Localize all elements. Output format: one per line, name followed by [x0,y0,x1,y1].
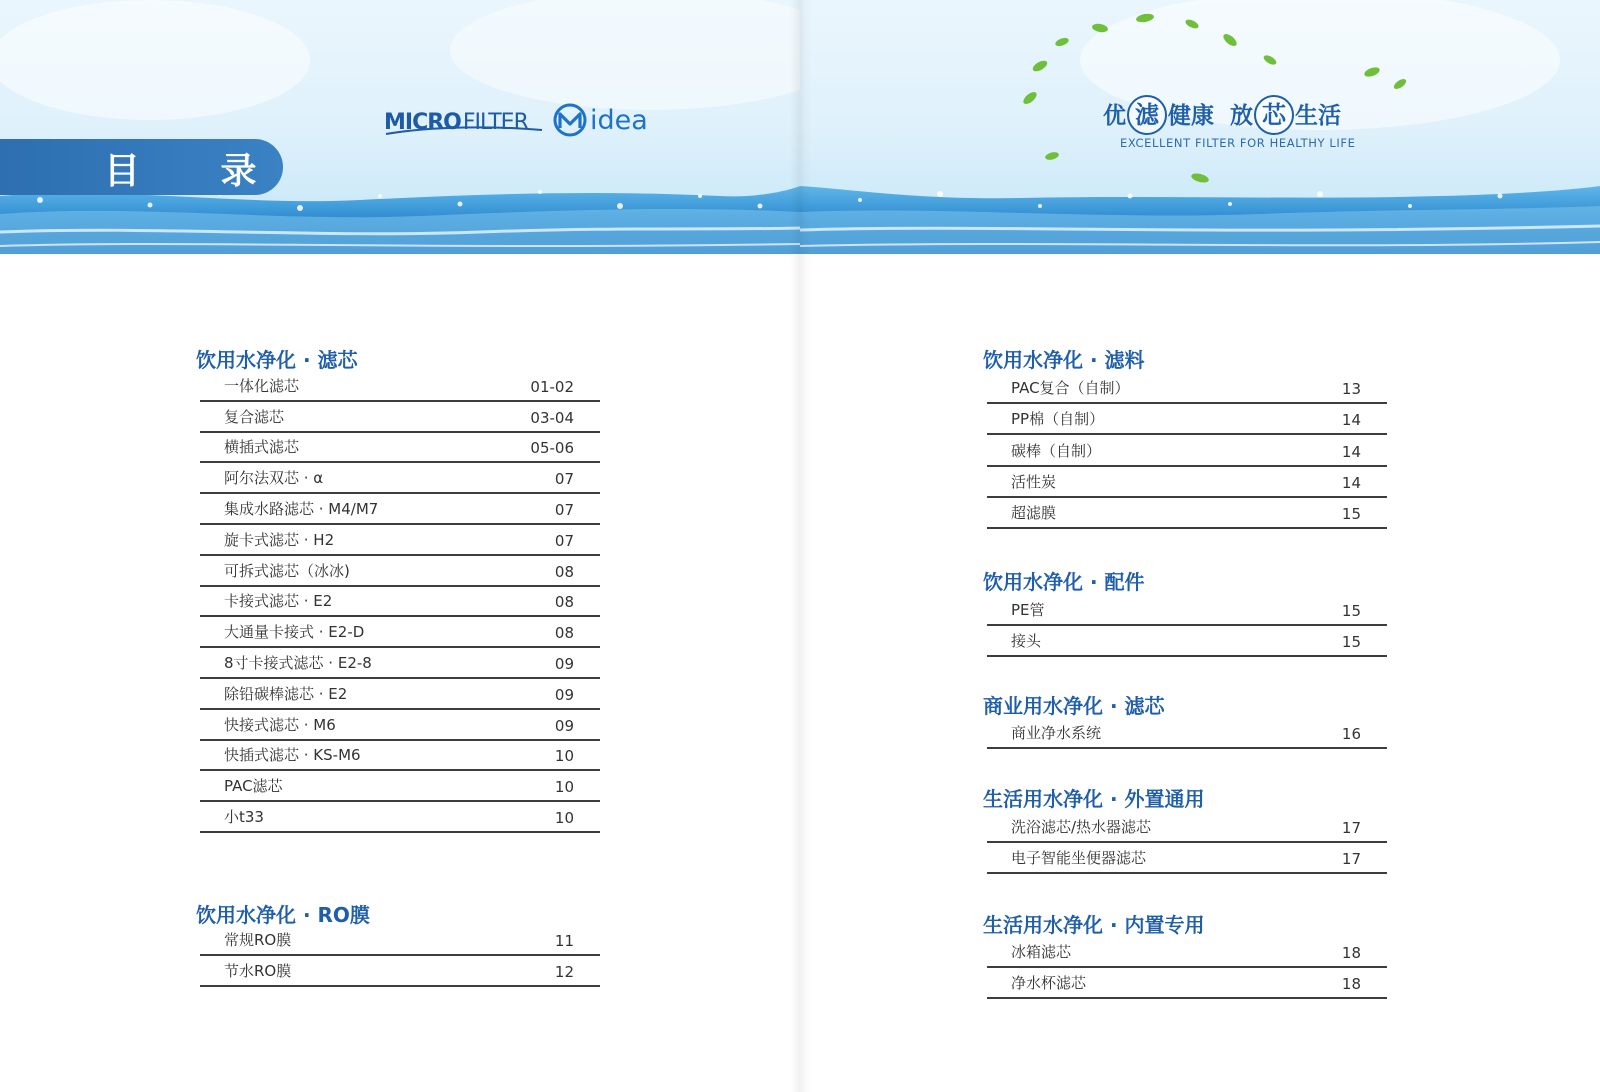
toc-entry[interactable] [200,494,600,525]
toc-entry-page-number: 09 [554,716,574,735]
toc-entry-label: 一体化滤芯 [224,376,300,395]
right-page [800,0,1600,1092]
toc-entry-label: 节水RO膜 [224,962,292,980]
toc-entry-page-number: 16 [1341,725,1361,743]
toc-entry[interactable] [987,718,1387,749]
toc-title: 目 录 [104,151,291,192]
toc-entry-label: 快插式滤芯 · KS-M6 [224,746,361,765]
toc-entry-label: PAC滤芯 [224,777,283,796]
toc-entry[interactable] [987,937,1387,968]
toc-entry-label: 活性炭 [1011,472,1057,491]
toc-entry-label: 小t33 [224,807,264,826]
toc-entry-page-number: 05-06 [530,439,574,458]
toc-entry-page-number: 01-02 [530,377,574,396]
right-section-3-list [987,718,1387,749]
toc-entry-page-number: 07 [554,531,574,550]
toc-entry-label: 复合滤芯 [224,407,285,426]
toc-entry-page-number: 14 [1341,473,1361,492]
slogan-part-1: 优 [1103,102,1126,129]
toc-entry-label: 横插式滤芯 [224,438,300,457]
right-section-4-list [987,811,1387,874]
left-header-banner [0,0,800,254]
toc-entry-label: 净水杯滤芯 [1011,974,1087,992]
right-section-2-title: 饮用水净化 · 配件 [983,570,1145,594]
toc-entry-label: 接头 [1011,632,1042,650]
toc-entry-page-number: 17 [1341,818,1361,837]
toc-entry-label: PE管 [1011,600,1045,619]
toc-entry[interactable] [987,404,1387,435]
midea-logo-icon [552,102,588,138]
toc-entry-page-number: 11 [554,932,574,950]
toc-entry-label: 常规RO膜 [224,931,292,949]
toc-entry-label: 冰箱滤芯 [1011,943,1072,961]
toc-entry[interactable] [200,587,600,618]
microfilter-swoosh-icon [384,124,544,138]
toc-entry-page-number: 15 [1341,633,1361,651]
slogan-part-3: 生活 [1295,102,1342,129]
toc-entry[interactable] [987,498,1387,529]
toc-entry-page-number: 15 [1341,504,1361,523]
toc-entry[interactable] [200,371,600,402]
toc-entry-label: 旋卡式滤芯 · H2 [224,530,335,549]
toc-entry-label: 洗浴滤芯/热水器滤芯 [1011,817,1152,836]
slogan-circled-char-1: 滤 [1127,95,1167,135]
toc-entry-label: 碳棒（自制） [1011,441,1102,460]
toc-entry-page-number: 07 [554,470,574,489]
toc-entry[interactable] [200,617,600,648]
toc-entry-page-number: 09 [554,654,574,673]
toc-entry[interactable] [200,710,600,741]
toc-entry[interactable] [987,843,1387,875]
slogan-chinese [1103,95,1341,135]
toc-entry-page-number: 17 [1341,850,1361,868]
toc-entry[interactable] [200,402,600,433]
right-section-1-list [987,373,1387,529]
toc-entry[interactable] [987,594,1387,626]
toc-entry-label: PAC复合（自制） [1011,379,1130,398]
toc-entry-page-number: 07 [554,500,574,519]
toc-entry-page-number: 13 [1341,380,1361,399]
slogan-english: EXCELLENT FILTER FOR HEALTHY LIFE [1120,136,1356,150]
left-section-2-list [200,925,600,987]
left-section-2-title: 饮用水净化 · RO膜 [196,903,370,927]
toc-entry-page-number: 15 [1341,601,1361,620]
midea-logo [552,100,648,140]
microfilter-logo-text-2: FILTER [462,110,528,135]
midea-logo-text: idea [590,104,648,136]
toc-entry-label: 可拆式滤芯（冰冰) [224,561,350,580]
toc-entry[interactable] [987,811,1387,843]
toc-entry-page-number: 10 [554,778,574,797]
right-section-4-title: 生活用水净化 · 外置通用 [983,787,1205,811]
right-section-2-list [987,594,1387,657]
microfilter-logo-text-1: MICRO [384,110,461,135]
toc-entry[interactable] [987,373,1387,404]
toc-entry-page-number: 10 [554,808,574,827]
toc-entry-label: 电子智能坐便器滤芯 [1011,849,1147,867]
toc-entry-page-number: 14 [1341,411,1361,430]
toc-entry-label: 大通量卡接式 · E2-D [224,623,365,642]
right-section-3-title: 商业用水净化 · 滤芯 [983,694,1165,718]
right-section-5-list [987,937,1387,999]
right-header-banner [800,0,1600,254]
toc-entry[interactable] [200,771,600,802]
toc-entry[interactable] [200,525,600,556]
toc-entry-page-number: 08 [554,562,574,581]
toc-entry[interactable] [987,968,1387,999]
toc-entry-page-number: 18 [1341,944,1361,962]
toc-entry[interactable] [200,741,600,772]
toc-entry-page-number: 14 [1341,442,1361,461]
toc-entry-page-number: 08 [554,624,574,643]
toc-entry[interactable] [200,648,600,679]
toc-entry-page-number: 09 [554,685,574,704]
left-section-1-title: 饮用水净化 · 滤芯 [196,348,358,372]
toc-entry-label: 除铅碳棒滤芯 · E2 [224,684,348,703]
toc-entry[interactable] [200,956,600,987]
toc-entry-label: 商业净水系统 [1011,724,1102,742]
toc-entry-label: 卡接式滤芯 · E2 [224,592,333,611]
toc-entry[interactable] [200,556,600,587]
toc-entry[interactable] [200,463,600,494]
toc-entry-page-number: 18 [1341,975,1361,993]
toc-entry-label: 集成水路滤芯 · M4/M7 [224,499,379,518]
slogan-part-2: 健康 放 [1168,102,1254,129]
right-section-5-title: 生活用水净化 · 内置专用 [983,913,1205,937]
toc-entry[interactable] [987,467,1387,498]
toc-entry[interactable] [987,435,1387,466]
book-gutter-shadow [790,0,812,1092]
toc-entry-label: PP棉（自制） [1011,410,1105,429]
toc-entry[interactable] [200,925,600,956]
right-section-1-title: 饮用水净化 · 滤料 [983,348,1145,372]
slogan-circled-char-2: 芯 [1254,95,1294,135]
toc-entry[interactable] [200,679,600,710]
left-section-1-list [200,371,600,833]
toc-entry-label: 阿尔法双芯 · α [224,469,324,488]
toc-entry-page-number: 10 [554,747,574,766]
toc-entry-page-number: 08 [554,593,574,612]
toc-entry[interactable] [200,433,600,464]
toc-entry-page-number: 12 [554,963,574,981]
toc-entry[interactable] [987,626,1387,658]
toc-entry[interactable] [200,802,600,833]
toc-entry-page-number: 03-04 [530,408,574,427]
toc-entry-label: 8寸卡接式滤芯 · E2-8 [224,653,372,672]
toc-entry-label: 超滤膜 [1011,503,1057,522]
toc-entry-label: 快接式滤芯 · M6 [224,715,336,734]
